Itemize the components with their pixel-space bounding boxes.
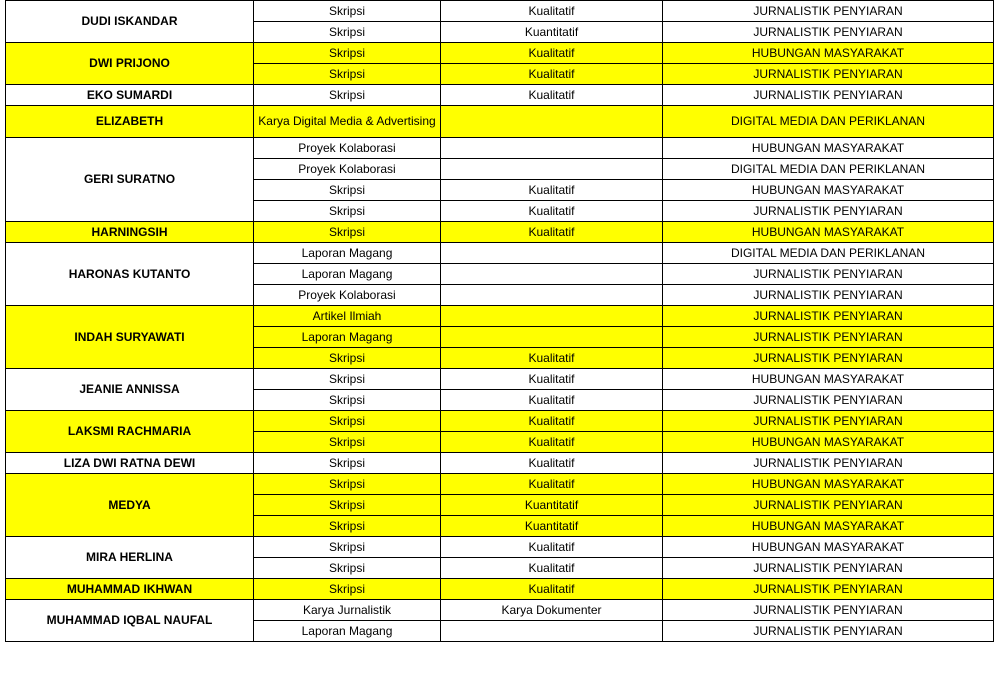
supervisor-name-cell: MUHAMMAD IKHWAN xyxy=(6,579,254,600)
study-program-cell: JURNALISTIK PENYIARAN xyxy=(663,327,994,348)
thesis-type-cell: Laporan Magang xyxy=(254,621,441,642)
method-cell: Kualitatif xyxy=(441,85,663,106)
study-program-cell: HUBUNGAN MASYARAKAT xyxy=(663,516,994,537)
method-cell: Kualitatif xyxy=(441,1,663,22)
thesis-type-cell: Skripsi xyxy=(254,201,441,222)
method-cell: Kualitatif xyxy=(441,222,663,243)
thesis-type-cell: Laporan Magang xyxy=(254,327,441,348)
study-program-cell: HUBUNGAN MASYARAKAT xyxy=(663,43,994,64)
study-program-cell: HUBUNGAN MASYARAKAT xyxy=(663,537,994,558)
supervisor-name-cell: HARNINGSIH xyxy=(6,222,254,243)
supervisor-table-body xyxy=(6,1,994,642)
study-program-cell: JURNALISTIK PENYIARAN xyxy=(663,348,994,369)
table-row xyxy=(6,411,994,432)
method-cell: Kualitatif xyxy=(441,64,663,85)
method-cell xyxy=(441,243,663,264)
supervisor-name-cell: EKO SUMARDI xyxy=(6,85,254,106)
supervisor-name-cell: DUDI ISKANDAR xyxy=(6,1,254,43)
supervisor-name-cell: LAKSMI RACHMARIA xyxy=(6,411,254,453)
study-program-cell: JURNALISTIK PENYIARAN xyxy=(663,558,994,579)
study-program-cell: JURNALISTIK PENYIARAN xyxy=(663,201,994,222)
study-program-cell: JURNALISTIK PENYIARAN xyxy=(663,600,994,621)
thesis-type-cell: Skripsi xyxy=(254,390,441,411)
method-cell: Kualitatif xyxy=(441,579,663,600)
thesis-type-cell: Karya Jurnalistik xyxy=(254,600,441,621)
thesis-type-cell: Skripsi xyxy=(254,1,441,22)
method-cell xyxy=(441,621,663,642)
study-program-cell: JURNALISTIK PENYIARAN xyxy=(663,1,994,22)
study-program-cell: JURNALISTIK PENYIARAN xyxy=(663,621,994,642)
study-program-cell: HUBUNGAN MASYARAKAT xyxy=(663,474,994,495)
study-program-cell: HUBUNGAN MASYARAKAT xyxy=(663,222,994,243)
method-cell: Kuantitatif xyxy=(441,22,663,43)
study-program-cell: JURNALISTIK PENYIARAN xyxy=(663,85,994,106)
method-cell: Kualitatif xyxy=(441,558,663,579)
table-row xyxy=(6,138,994,159)
thesis-type-cell: Artikel Ilmiah xyxy=(254,306,441,327)
method-cell: Kualitatif xyxy=(441,43,663,64)
supervisor-name-cell: LIZA DWI RATNA DEWI xyxy=(6,453,254,474)
thesis-type-cell: Skripsi xyxy=(254,369,441,390)
study-program-cell: JURNALISTIK PENYIARAN xyxy=(663,453,994,474)
method-cell: Kualitatif xyxy=(441,537,663,558)
study-program-cell: DIGITAL MEDIA DAN PERIKLANAN xyxy=(663,159,994,180)
thesis-type-cell: Laporan Magang xyxy=(254,243,441,264)
thesis-type-cell: Skripsi xyxy=(254,558,441,579)
thesis-type-cell: Skripsi xyxy=(254,474,441,495)
method-cell: Kualitatif xyxy=(441,453,663,474)
method-cell: Kualitatif xyxy=(441,432,663,453)
study-program-cell: HUBUNGAN MASYARAKAT xyxy=(663,369,994,390)
thesis-type-cell: Karya Digital Media & Advertising xyxy=(254,106,441,138)
method-cell xyxy=(441,306,663,327)
supervisor-table xyxy=(5,0,994,642)
study-program-cell: JURNALISTIK PENYIARAN xyxy=(663,579,994,600)
method-cell xyxy=(441,285,663,306)
method-cell: Kuantitatif xyxy=(441,516,663,537)
table-row xyxy=(6,537,994,558)
thesis-type-cell: Skripsi xyxy=(254,432,441,453)
table-row xyxy=(6,369,994,390)
supervisor-name-cell: GERI SURATNO xyxy=(6,138,254,222)
method-cell: Kualitatif xyxy=(441,411,663,432)
thesis-type-cell: Skripsi xyxy=(254,85,441,106)
study-program-cell: JURNALISTIK PENYIARAN xyxy=(663,411,994,432)
study-program-cell: JURNALISTIK PENYIARAN xyxy=(663,495,994,516)
method-cell: Karya Dokumenter xyxy=(441,600,663,621)
thesis-type-cell: Skripsi xyxy=(254,453,441,474)
study-program-cell: DIGITAL MEDIA DAN PERIKLANAN xyxy=(663,243,994,264)
thesis-type-cell: Proyek Kolaborasi xyxy=(254,138,441,159)
thesis-type-cell: Skripsi xyxy=(254,411,441,432)
supervisor-name-cell: MEDYA xyxy=(6,474,254,537)
method-cell: Kualitatif xyxy=(441,180,663,201)
table-row xyxy=(6,222,994,243)
table-row xyxy=(6,106,994,138)
thesis-type-cell: Skripsi xyxy=(254,495,441,516)
thesis-type-cell: Skripsi xyxy=(254,180,441,201)
thesis-type-cell: Skripsi xyxy=(254,537,441,558)
method-cell xyxy=(441,106,663,138)
thesis-type-cell: Proyek Kolaborasi xyxy=(254,159,441,180)
study-program-cell: JURNALISTIK PENYIARAN xyxy=(663,264,994,285)
table-row xyxy=(6,1,994,22)
method-cell: Kualitatif xyxy=(441,390,663,411)
thesis-type-cell: Laporan Magang xyxy=(254,264,441,285)
supervisor-name-cell: JEANIE ANNISSA xyxy=(6,369,254,411)
method-cell xyxy=(441,264,663,285)
table-row xyxy=(6,85,994,106)
supervisor-name-cell: DWI PRIJONO xyxy=(6,43,254,85)
method-cell: Kualitatif xyxy=(441,369,663,390)
supervisor-name-cell: MUHAMMAD IQBAL NAUFAL xyxy=(6,600,254,642)
study-program-cell: JURNALISTIK PENYIARAN xyxy=(663,306,994,327)
method-cell: Kualitatif xyxy=(441,201,663,222)
table-row xyxy=(6,243,994,264)
thesis-type-cell: Skripsi xyxy=(254,222,441,243)
thesis-type-cell: Skripsi xyxy=(254,22,441,43)
study-program-cell: DIGITAL MEDIA DAN PERIKLANAN xyxy=(663,106,994,138)
study-program-cell: JURNALISTIK PENYIARAN xyxy=(663,64,994,85)
supervisor-name-cell: ELIZABETH xyxy=(6,106,254,138)
method-cell xyxy=(441,327,663,348)
study-program-cell: JURNALISTIK PENYIARAN xyxy=(663,285,994,306)
method-cell xyxy=(441,159,663,180)
thesis-type-cell: Skripsi xyxy=(254,64,441,85)
supervisor-name-cell: INDAH SURYAWATI xyxy=(6,306,254,369)
study-program-cell: HUBUNGAN MASYARAKAT xyxy=(663,138,994,159)
study-program-cell: JURNALISTIK PENYIARAN xyxy=(663,390,994,411)
method-cell: Kualitatif xyxy=(441,474,663,495)
table-row xyxy=(6,474,994,495)
thesis-type-cell: Skripsi xyxy=(254,516,441,537)
thesis-type-cell: Proyek Kolaborasi xyxy=(254,285,441,306)
table-row xyxy=(6,579,994,600)
thesis-type-cell: Skripsi xyxy=(254,348,441,369)
study-program-cell: HUBUNGAN MASYARAKAT xyxy=(663,432,994,453)
supervisor-name-cell: MIRA HERLINA xyxy=(6,537,254,579)
method-cell: Kualitatif xyxy=(441,348,663,369)
table-row xyxy=(6,43,994,64)
table-row xyxy=(6,600,994,621)
thesis-type-cell: Skripsi xyxy=(254,43,441,64)
study-program-cell: HUBUNGAN MASYARAKAT xyxy=(663,180,994,201)
table-row xyxy=(6,306,994,327)
study-program-cell: JURNALISTIK PENYIARAN xyxy=(663,22,994,43)
method-cell xyxy=(441,138,663,159)
supervisor-name-cell: HARONAS KUTANTO xyxy=(6,243,254,306)
method-cell: Kuantitatif xyxy=(441,495,663,516)
thesis-type-cell: Skripsi xyxy=(254,579,441,600)
table-row xyxy=(6,453,994,474)
